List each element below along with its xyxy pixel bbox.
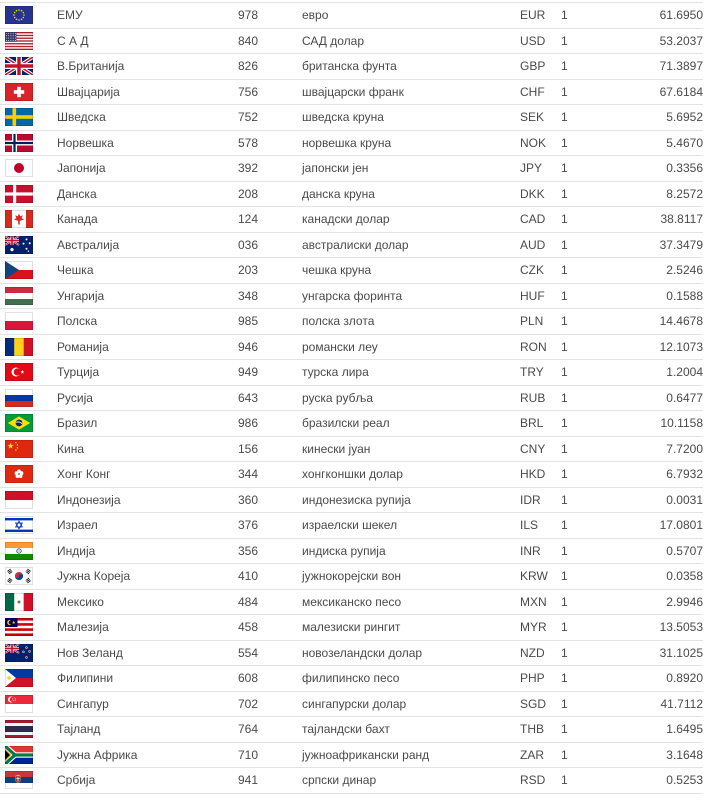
exchange-rate: 2.5246 — [586, 258, 703, 284]
quantity: 1 — [556, 360, 586, 386]
currency-code: MXN — [515, 589, 556, 615]
exchange-rate: 0.5253 — [586, 768, 703, 794]
currency-numeric-code: 643 — [233, 385, 297, 411]
currency-name: британска фунта — [297, 54, 515, 80]
currency-numeric-code: 156 — [233, 436, 297, 462]
exchange-rate: 67.6184 — [586, 79, 703, 105]
cz-flag-icon — [5, 261, 33, 279]
country-name: Јужна Африка — [52, 742, 233, 768]
currency-numeric-code: 458 — [233, 615, 297, 641]
quantity: 1 — [556, 54, 586, 80]
table-row — [0, 3, 703, 29]
exchange-rate: 0.3356 — [586, 156, 703, 182]
currency-numeric-code: 752 — [233, 105, 297, 131]
table-row — [0, 283, 703, 309]
ru-flag-icon — [5, 389, 33, 407]
country-name: Индонезија — [52, 487, 233, 513]
table-row — [0, 666, 703, 692]
table-row — [0, 487, 703, 513]
currency-numeric-code: 554 — [233, 640, 297, 666]
currency-numeric-code: 376 — [233, 513, 297, 539]
ca-flag-icon — [5, 210, 33, 228]
quantity: 1 — [556, 105, 586, 131]
table-row — [0, 589, 703, 615]
table-row — [0, 79, 703, 105]
currency-numeric-code: 946 — [233, 334, 297, 360]
quantity: 1 — [556, 258, 586, 284]
table-row — [0, 207, 703, 233]
currency-code: BRL — [515, 411, 556, 437]
exchange-rate: 5.6952 — [586, 105, 703, 131]
currency-name: јужноафрикански ранд — [297, 742, 515, 768]
currency-numeric-code: 949 — [233, 360, 297, 386]
table-row — [0, 130, 703, 156]
ph-flag-icon — [5, 669, 33, 687]
currency-code: CAD — [515, 207, 556, 233]
currency-numeric-code: 360 — [233, 487, 297, 513]
currency-name: кинески јуан — [297, 436, 515, 462]
currency-code: RSD — [515, 768, 556, 794]
quantity: 1 — [556, 564, 586, 590]
table-row — [0, 385, 703, 411]
exchange-rate: 8.2572 — [586, 181, 703, 207]
currency-numeric-code: 986 — [233, 411, 297, 437]
currency-name: филипинско песо — [297, 666, 515, 692]
ch-flag-icon — [5, 83, 33, 101]
currency-code: EUR — [515, 3, 556, 29]
ro-flag-icon — [5, 338, 33, 356]
country-name: Јапонија — [52, 156, 233, 182]
exchange-rate: 0.5707 — [586, 538, 703, 564]
exchange-rate: 2.9946 — [586, 589, 703, 615]
country-name: Србија — [52, 768, 233, 794]
country-name: Тајланд — [52, 717, 233, 743]
currency-numeric-code: 348 — [233, 283, 297, 309]
za-flag-icon — [5, 746, 33, 764]
currency-code: GBP — [515, 54, 556, 80]
exchange-rate: 0.6477 — [586, 385, 703, 411]
quantity: 1 — [556, 717, 586, 743]
table-row — [0, 462, 703, 488]
currency-code: PHP — [515, 666, 556, 692]
currency-name: полска злота — [297, 309, 515, 335]
currency-code: JPY — [515, 156, 556, 182]
table-row — [0, 28, 703, 54]
quantity: 1 — [556, 130, 586, 156]
quantity: 1 — [556, 615, 586, 641]
currency-code: HKD — [515, 462, 556, 488]
exchange-rate: 5.4670 — [586, 130, 703, 156]
currency-name: шведска круна — [297, 105, 515, 131]
au-flag-icon — [5, 236, 33, 254]
currency-code: TRY — [515, 360, 556, 386]
br-flag-icon — [5, 414, 33, 432]
country-name: В.Британија — [52, 54, 233, 80]
exchange-rate: 12.1073 — [586, 334, 703, 360]
se-flag-icon — [5, 108, 33, 126]
country-name: Романија — [52, 334, 233, 360]
exchange-rate: 41.7112 — [586, 691, 703, 717]
exchange-rate: 17.0801 — [586, 513, 703, 539]
currency-code: PLN — [515, 309, 556, 335]
table-row — [0, 768, 703, 794]
exchange-rate: 37.3479 — [586, 232, 703, 258]
currency-name: турска лира — [297, 360, 515, 386]
currency-code: HUF — [515, 283, 556, 309]
table-row — [0, 334, 703, 360]
exchange-rate: 6.7932 — [586, 462, 703, 488]
currency-name: бразилски реал — [297, 411, 515, 437]
currency-code: SGD — [515, 691, 556, 717]
currency-numeric-code: 356 — [233, 538, 297, 564]
quantity: 1 — [556, 181, 586, 207]
country-name: Индија — [52, 538, 233, 564]
currency-numeric-code: 124 — [233, 207, 297, 233]
currency-name: јапонски јен — [297, 156, 515, 182]
exchange-rate: 1.6495 — [586, 717, 703, 743]
currency-code: CHF — [515, 79, 556, 105]
table-row — [0, 309, 703, 335]
currency-numeric-code: 344 — [233, 462, 297, 488]
table-row — [0, 742, 703, 768]
quantity: 1 — [556, 79, 586, 105]
kr-flag-icon — [5, 567, 33, 585]
table-row — [0, 691, 703, 717]
table-row — [0, 513, 703, 539]
currency-name: сингапурски долар — [297, 691, 515, 717]
exchange-rate: 0.0358 — [586, 564, 703, 590]
country-name: Мексико — [52, 589, 233, 615]
currency-name: малезиски рингит — [297, 615, 515, 641]
table-row — [0, 615, 703, 641]
no-flag-icon — [5, 134, 33, 152]
quantity: 1 — [556, 742, 586, 768]
currency-name: чешка круна — [297, 258, 515, 284]
quantity: 1 — [556, 640, 586, 666]
quantity: 1 — [556, 334, 586, 360]
quantity: 1 — [556, 513, 586, 539]
country-name: Нов Зеланд — [52, 640, 233, 666]
currency-numeric-code: 392 — [233, 156, 297, 182]
quantity: 1 — [556, 3, 586, 29]
quantity: 1 — [556, 385, 586, 411]
country-name: Турција — [52, 360, 233, 386]
table-row — [0, 258, 703, 284]
currency-numeric-code: 608 — [233, 666, 297, 692]
country-name: Норвешка — [52, 130, 233, 156]
country-name: Шведска — [52, 105, 233, 131]
sg-flag-icon — [5, 695, 33, 713]
exchange-rate: 10.1158 — [586, 411, 703, 437]
currency-name: евро — [297, 3, 515, 29]
currency-name: САД долар — [297, 28, 515, 54]
currency-numeric-code: 578 — [233, 130, 297, 156]
nz-flag-icon — [5, 644, 33, 662]
jp-flag-icon — [5, 159, 33, 177]
currency-code: NOK — [515, 130, 556, 156]
currency-numeric-code: 985 — [233, 309, 297, 335]
table-row — [0, 564, 703, 590]
currency-code: CNY — [515, 436, 556, 462]
currency-name: српски динар — [297, 768, 515, 794]
quantity: 1 — [556, 28, 586, 54]
country-name: Канада — [52, 207, 233, 233]
exchange-rates-table — [0, 2, 703, 794]
rs-flag-icon — [5, 771, 33, 789]
exchange-rate: 3.1648 — [586, 742, 703, 768]
country-name: Кина — [52, 436, 233, 462]
country-name: Филипини — [52, 666, 233, 692]
country-name: Сингапур — [52, 691, 233, 717]
currency-name: австралиски долар — [297, 232, 515, 258]
rates-table-body — [0, 3, 703, 794]
table-row — [0, 717, 703, 743]
pl-flag-icon — [5, 312, 33, 330]
exchange-rate: 53.2037 — [586, 28, 703, 54]
currency-numeric-code: 710 — [233, 742, 297, 768]
country-name: Русија — [52, 385, 233, 411]
table-row — [0, 640, 703, 666]
currency-name: тајландски бахт — [297, 717, 515, 743]
exchange-rate: 71.3897 — [586, 54, 703, 80]
currency-name: данска круна — [297, 181, 515, 207]
table-row — [0, 232, 703, 258]
quantity: 1 — [556, 666, 586, 692]
currency-code: KRW — [515, 564, 556, 590]
quantity: 1 — [556, 156, 586, 182]
currency-name: индонезиска рупија — [297, 487, 515, 513]
hu-flag-icon — [5, 287, 33, 305]
quantity: 1 — [556, 232, 586, 258]
currency-code: ILS — [515, 513, 556, 539]
quantity: 1 — [556, 462, 586, 488]
table-row — [0, 105, 703, 131]
currency-name: руска рубља — [297, 385, 515, 411]
currency-numeric-code: 756 — [233, 79, 297, 105]
us-flag-icon — [5, 32, 33, 50]
table-row — [0, 436, 703, 462]
th-flag-icon — [5, 720, 33, 738]
currency-code: IDR — [515, 487, 556, 513]
country-name: Хонг Конг — [52, 462, 233, 488]
currency-code: MYR — [515, 615, 556, 641]
table-row — [0, 156, 703, 182]
quantity: 1 — [556, 589, 586, 615]
cn-flag-icon — [5, 440, 33, 458]
dk-flag-icon — [5, 185, 33, 203]
currency-name: унгарска форинта — [297, 283, 515, 309]
table-row — [0, 538, 703, 564]
currency-numeric-code: 208 — [233, 181, 297, 207]
gb-flag-icon — [5, 57, 33, 75]
mx-flag-icon — [5, 593, 33, 611]
country-name: Данска — [52, 181, 233, 207]
currency-name: новозеландски долар — [297, 640, 515, 666]
currency-numeric-code: 826 — [233, 54, 297, 80]
currency-code: NZD — [515, 640, 556, 666]
quantity: 1 — [556, 411, 586, 437]
eu-flag-icon — [5, 6, 33, 24]
currency-code: RON — [515, 334, 556, 360]
exchange-rate: 38.8117 — [586, 207, 703, 233]
country-name: Јужна Кореја — [52, 564, 233, 590]
currency-name: норвешка круна — [297, 130, 515, 156]
currency-name: индиска рупија — [297, 538, 515, 564]
currency-numeric-code: 203 — [233, 258, 297, 284]
currency-numeric-code: 978 — [233, 3, 297, 29]
currency-code: CZK — [515, 258, 556, 284]
country-name: Чешка — [52, 258, 233, 284]
currency-numeric-code: 702 — [233, 691, 297, 717]
hk-flag-icon — [5, 465, 33, 483]
currency-numeric-code: 764 — [233, 717, 297, 743]
currency-code: ZAR — [515, 742, 556, 768]
exchange-rate: 7.7200 — [586, 436, 703, 462]
tr-flag-icon — [5, 363, 33, 381]
currency-numeric-code: 410 — [233, 564, 297, 590]
id-flag-icon — [5, 491, 33, 509]
quantity: 1 — [556, 436, 586, 462]
currency-code: THB — [515, 717, 556, 743]
currency-name: мексиканско песо — [297, 589, 515, 615]
table-row — [0, 411, 703, 437]
quantity: 1 — [556, 309, 586, 335]
currency-name: канадски долар — [297, 207, 515, 233]
currency-numeric-code: 941 — [233, 768, 297, 794]
quantity: 1 — [556, 283, 586, 309]
currency-numeric-code: 036 — [233, 232, 297, 258]
country-name: Австралија — [52, 232, 233, 258]
exchange-rate: 0.0031 — [586, 487, 703, 513]
currency-code: AUD — [515, 232, 556, 258]
country-name: Малезија — [52, 615, 233, 641]
currency-code: INR — [515, 538, 556, 564]
currency-name: израелски шекел — [297, 513, 515, 539]
il-flag-icon — [5, 516, 33, 534]
quantity: 1 — [556, 538, 586, 564]
table-row — [0, 181, 703, 207]
exchange-rate: 14.4678 — [586, 309, 703, 335]
exchange-rate: 1.2004 — [586, 360, 703, 386]
in-flag-icon — [5, 542, 33, 560]
country-name: Полска — [52, 309, 233, 335]
currency-code: RUB — [515, 385, 556, 411]
quantity: 1 — [556, 768, 586, 794]
exchange-rate: 13.5053 — [586, 615, 703, 641]
exchange-rate: 61.6950 — [586, 3, 703, 29]
currency-numeric-code: 840 — [233, 28, 297, 54]
exchange-rate: 31.1025 — [586, 640, 703, 666]
table-row — [0, 360, 703, 386]
currency-numeric-code: 484 — [233, 589, 297, 615]
country-name: Бразил — [52, 411, 233, 437]
country-name: Израел — [52, 513, 233, 539]
currency-code: SEK — [515, 105, 556, 131]
quantity: 1 — [556, 487, 586, 513]
country-name: ЕМУ — [52, 3, 233, 29]
my-flag-icon — [5, 618, 33, 636]
exchange-rate: 0.1588 — [586, 283, 703, 309]
currency-name: јужнокорејски вон — [297, 564, 515, 590]
currency-name: швајцарски франк — [297, 79, 515, 105]
currency-name: хонгконшки долар — [297, 462, 515, 488]
currency-code: DKK — [515, 181, 556, 207]
quantity: 1 — [556, 691, 586, 717]
country-name: Унгарија — [52, 283, 233, 309]
table-row — [0, 54, 703, 80]
country-name: С А Д — [52, 28, 233, 54]
currency-name: романски леу — [297, 334, 515, 360]
country-name: Швајцарија — [52, 79, 233, 105]
exchange-rate: 0.8920 — [586, 666, 703, 692]
currency-code: USD — [515, 28, 556, 54]
quantity: 1 — [556, 207, 586, 233]
